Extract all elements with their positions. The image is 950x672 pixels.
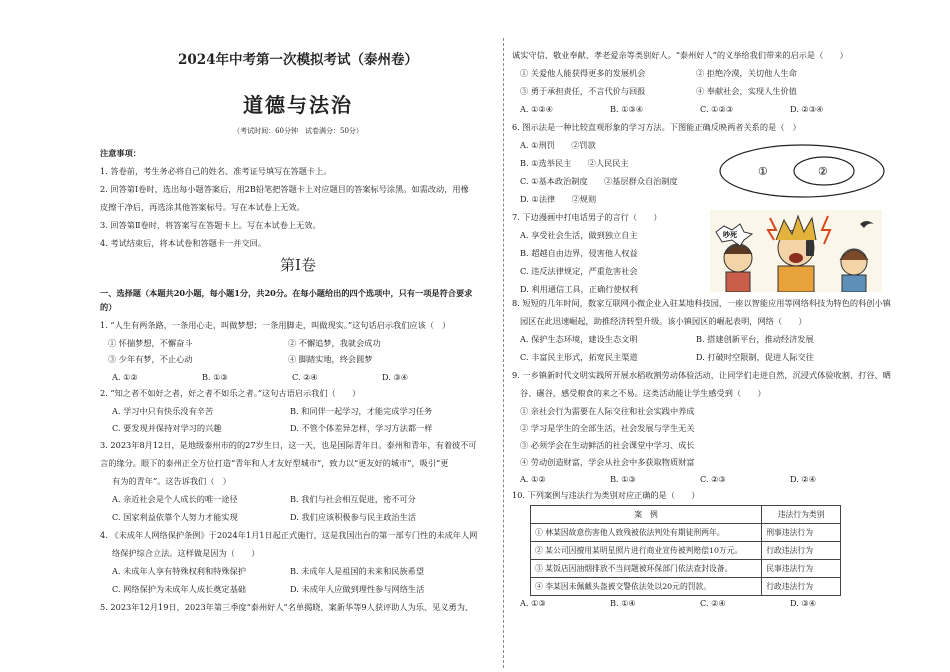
q2-option-c[interactable]: C. 要发现并保持对学习的兴趣 [112,423,222,433]
q9-option-b[interactable]: B. ①③ [610,474,636,484]
table-row [531,560,841,578]
q5-option-c[interactable]: C. ①②③ [700,104,734,114]
circle-2-label: ② [818,165,828,178]
section-heading: 一、选择题（本题共20小题，每小题1分，共20分。在每小题给出的四个选项中，只有一项是符合要求 [100,288,473,298]
question-1-stem: 1. “人生有两条路，一条用心走，叫做梦想；一条用脚走，叫做现实。”这句话启示我们应该（ ） [100,320,451,330]
q5-option-a[interactable]: A. ①②④ [520,104,554,114]
q8-option-a[interactable]: A. 保护生态环境，建设生态文明 [520,334,638,344]
question-9-stem: 9. 一乡镇新时代文明实践所开展水稻收割劳动体验活动，让同学们走进自然，沉浸式体验收割、打谷、晒 [512,370,891,380]
q7-option-d[interactable]: D. 利用通信工具，正确行使权利 [520,284,638,294]
circle-1-label: ① [758,165,768,178]
table-cell: ④ 李某因未佩戴头盔被交警依法处以20元的罚款。 [531,578,762,596]
q10-option-a[interactable]: A. ①③ [520,598,546,608]
q7-option-c[interactable]: C. 违反法律规定，严重危害社会 [520,266,638,276]
q1-item: ③ 少年有梦，不止心动 [108,354,193,364]
table-cell: 行政违法行为 [762,542,841,560]
table-cell: 行政违法行为 [762,578,841,596]
q3-option-a[interactable]: A. 亲近社会是个人成长的唯一途径 [112,494,238,504]
q1-option-b[interactable]: B. ①③ [202,372,228,382]
q9-option-a[interactable]: A. ①② [520,474,546,484]
question-5-stem: 5. 2023年12月19日，2023年第三季度“泰州好人”名单揭晓，案新华等9人获评助人为乐、见义勇为、 [100,602,474,612]
q6-option-b[interactable]: B. ①选举民主 ②人民民主 [520,158,629,168]
q4-option-d[interactable]: D. 未成年人应做到理性参与网络生活 [290,584,425,594]
table-cell: ② 某公司因擅用某明星照片进行商业宣传被判赔偿10万元。 [531,542,762,560]
q1-option-d[interactable]: D. ③④ [382,372,409,382]
notes-title: 注意事项： [100,148,141,158]
note-item: 2. 回答第Ⅰ卷时，选出每小题答案后，用2B铅笔把答题卡上对应题目的答案标号涂黑。如需改动，用橡 [100,184,469,194]
q5-item: ② 拒绝冷漠，关切他人生命 [696,68,797,78]
q10-option-d[interactable]: D. ③④ [790,598,817,608]
subject-title: 道德与法治 [243,93,353,117]
q1-option-c[interactable]: C. ②④ [292,372,318,382]
note-item: 3. 回答第Ⅱ卷时，将答案写在答题卡上。写在本试卷上无效。 [100,220,321,230]
note-item: 1. 答卷前，考生务必将自己的姓名、准考证号填写在答题卡上。 [100,166,332,176]
q8-option-c[interactable]: C. 丰富民主形式，拓宽民主渠道 [520,352,638,362]
q6-option-a[interactable]: A. ①刑罚 ②罚款 [520,140,596,150]
q5-option-d[interactable]: D. ②③④ [790,104,824,114]
column-divider [503,38,504,668]
table-cell: ① 林某因故意伤害他人致残被依法判处有期徒刑两年。 [531,524,762,542]
question-8-stem: 8. 短短的几年时间，数家互联网小微企业入驻某地科技园，一座以智能应用等网络科技为特色的科创小镇 [512,298,891,308]
q6-option-c[interactable]: C. ①基本政治制度 ②基层群众自治制度 [520,176,678,186]
q10-option-b[interactable]: B. ①④ [610,598,636,608]
question-5-stem-line2: 诚实守信、敬业奉献、孝老爱亲等类别好人。“泰州好人”的义举给我们带来的启示是（ ） [512,50,848,60]
comic-speech-text: 吵死 [723,231,737,239]
q4-option-c[interactable]: C. 网络保护为未成年人成长奠定基础 [112,584,246,594]
table-cell: ③ 某饭店因油烟排放不当问题被环保部门依法查封设备。 [531,560,762,578]
question-6-stem: 6. 图示法是一种比较直观形象的学习方法。下图能正确反映两者关系的是（ ） [512,122,801,132]
note-item: 4. 考试结束后，将本试卷和答题卡一并交回。 [100,238,266,248]
q9-item: ② 学习是学生的全部生活，社会发展与学生无关 [520,423,695,433]
question-2-stem: 2. “知之者不如好之者，好之者不如乐之者。”这句古语启示我们（ ） [100,388,361,398]
table-header: 违法行为类别 [762,506,841,524]
table-row [531,578,841,596]
q3-option-d[interactable]: D. 我们应该积极参与民主政治生活 [290,512,417,522]
q1-item: ② 不懈追梦，我就会成功 [288,338,381,348]
q7-option-a[interactable]: A. 享受社会生活，做到独立自主 [520,230,638,240]
q8-option-d[interactable]: D. 打破时空限制，促进人际交往 [696,352,814,362]
q9-option-d[interactable]: D. ②④ [790,474,817,484]
q1-item: ① 怀揣梦想，不懈奋斗 [108,338,193,348]
table-row [531,524,841,542]
q4-option-a[interactable]: A. 未成年人享有特殊权利和特殊保护 [112,566,246,576]
venn-diagram [716,141,888,201]
q2-option-d[interactable]: D. 不管个体差异怎样，学习方法都一样 [290,423,433,433]
question-7-stem: 7. 下边漫画中打电话男子的言行（ ） [512,212,662,222]
q5-item: ④ 奉献社会，实现人生价值 [696,86,797,96]
q5-option-b[interactable]: B. ①③④ [610,104,644,114]
q9-item: ① 亲社会行为需要在人际交往和社会实践中养成 [520,406,695,416]
q2-option-b[interactable]: B. 和同伴一起学习，才能完成学习任务 [290,406,433,416]
table-header-row [531,506,841,524]
exam-title: 2024年中考第一次模拟考试（泰州卷） [177,52,419,68]
question-3-stem: 3. 2023年8月12日，是地级泰州市的的27岁生日，这一天，也是国际青年日。泰州和青年，有着彼不可 [100,440,477,450]
part-title: 第Ⅰ卷 [280,256,316,274]
question-4-stem-line2: 络保护综合立法。这样做是因为（ ） [112,548,260,558]
q2-option-a[interactable]: A. 学习中只有快乐没有辛苦 [112,406,214,416]
question-4-stem: 4. 《未成年人网络保护条例》于2024年1月1日起正式施行，这是我国出台的第一部专门性的未成年人网 [100,530,478,540]
q9-option-c[interactable]: C. ②③ [700,474,726,484]
q6-option-d[interactable]: D. ①法律 ②规则 [520,194,597,204]
note-item: 皮擦干净后，再选涂其他答案标号。写在本试卷上无效。 [100,202,305,212]
question-10-stem: 10. 下列案例与违法行为类别对应正确的是（ ） [512,490,700,500]
question-9-stem-line2: 谷、碾谷，感受粮食的来之不易。这类活动能让学生感受到（ ） [520,388,766,398]
table-row [531,542,841,560]
q4-option-b[interactable]: B. 未成年人是祖国的未来和民族希望 [290,566,425,576]
table-header: 案 例 [531,506,762,524]
q9-item: ④ 劳动创造财富，学会从社会中多获取物质财富 [520,457,695,467]
table-cell: 民事违法行为 [762,560,841,578]
exam-meta: （考试时间：60分钟 试卷满分：50分） [233,127,363,135]
question-8-stem-line2: 园区在此迅速崛起，助推经济转型升级。该小镇园区的崛起表明，网络（ ） [520,316,807,326]
q3-option-b[interactable]: B. 我们与社会相互促进，密不可分 [290,494,416,504]
q3-option-c[interactable]: C. 国家利益依靠个人努力才能实现 [112,512,238,522]
q7-option-b[interactable]: B. 超越自由边界，侵害他人权益 [520,248,638,258]
q8-option-b[interactable]: B. 搭建创新平台，推动经济发展 [696,334,814,344]
comic-illustration [710,210,882,292]
question-3-stem-line3: 有为的青年”。这告诉我们（ ） [112,476,231,486]
question-3-stem-line2: 言的缘分。眼下的泰州正全方位打造“青年和人才友好型城市”，致力以“更友好的城市”，吸引“更 [100,458,449,468]
q5-item: ③ 勇于承担责任，不言代价与回报 [520,86,646,96]
case-table [530,505,841,596]
q1-item: ④ 脚踏实地，终会圆梦 [288,354,373,364]
q5-item: ① 关爱他人能获得更多的发展机会 [520,68,646,78]
q1-option-a[interactable]: A. ①② [112,372,138,382]
q10-option-c[interactable]: C. ②④ [700,598,726,608]
section-heading-end: 的） [100,302,117,312]
table-cell: 刑事违法行为 [762,524,841,542]
q9-item: ③ 必须学会在生动鲜活的社会课堂中学习、成长 [520,440,695,450]
